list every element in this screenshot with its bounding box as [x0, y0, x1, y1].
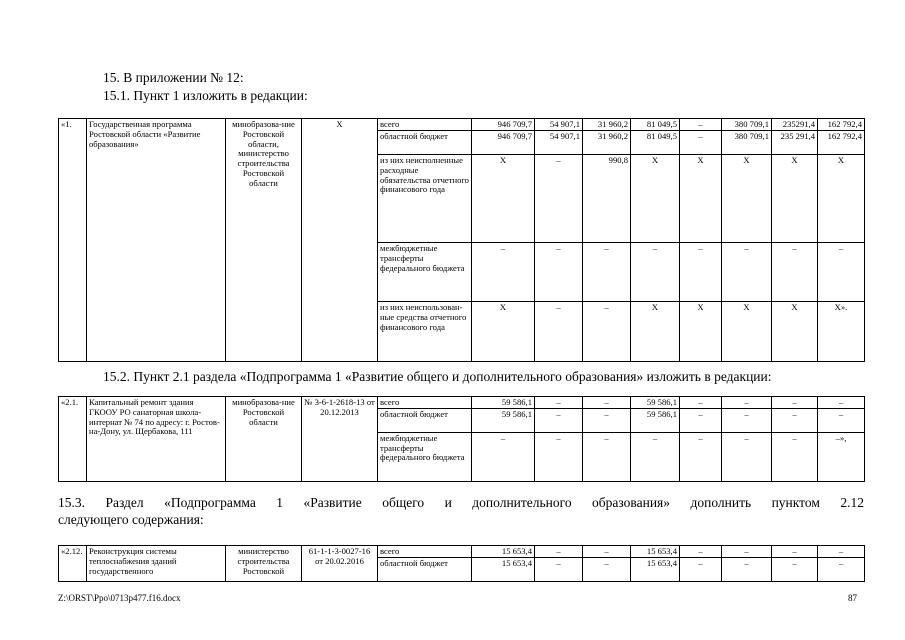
value-cell: –	[535, 155, 583, 243]
value-cell: 54 907,1	[535, 119, 583, 131]
funding-source-label: областной бюджет	[378, 408, 472, 432]
table-row	[59, 546, 865, 558]
value-cell: –	[535, 546, 583, 558]
value-cell: –	[583, 432, 631, 481]
footer-page-number: 87	[848, 593, 857, 603]
value-cell: –	[472, 243, 535, 302]
value-cell: –	[631, 243, 680, 302]
value-cell: 54 907,1	[535, 131, 583, 155]
value-cell: –	[772, 432, 818, 481]
value-cell: 59 586,1	[472, 397, 535, 409]
code-cell: № 3-6-1-2618-13 от 20.12.2013	[302, 397, 378, 482]
footer-file-path: Z:\ORST\Ppo\0713p477.f16.docx	[58, 593, 181, 603]
funding-source-label: из них неиспользован-ные средства отчетного финансового года	[378, 302, 472, 362]
item-name: Реконструкция системы теплоснабжения зданий государственного	[87, 546, 226, 582]
value-cell: –	[680, 546, 722, 558]
value-cell: –	[772, 558, 818, 582]
value-cell: Х	[722, 302, 772, 362]
value-cell: –	[535, 397, 583, 409]
value-cell: Х	[472, 302, 535, 362]
value-cell: 59 586,1	[472, 408, 535, 432]
item-name: Государственная программа Ростовской области «Развитие образования»	[87, 119, 226, 362]
value-cell: –	[680, 558, 722, 582]
value-cell: –	[722, 432, 772, 481]
value-cell: –	[680, 119, 722, 131]
value-cell: 81 049,5	[631, 119, 680, 131]
funding-source-label: областной бюджет	[378, 558, 472, 582]
value-cell: 946 709,7	[472, 119, 535, 131]
value-cell: 81 049,5	[631, 131, 680, 155]
value-cell: 946 709,7	[472, 131, 535, 155]
funding-source-label: всего	[378, 546, 472, 558]
value-cell: –	[680, 408, 722, 432]
value-cell: 15 653,4	[631, 546, 680, 558]
item-name: Капитальный ремонт здания ГКООУ РО санаторная школа-интернат № 74 по адресу: г. Ростов-на-Дону, ул. Щербакова, 111	[87, 397, 226, 482]
value-cell: 162 792,4	[818, 131, 865, 155]
value-cell: –	[535, 432, 583, 481]
value-cell: Х	[631, 155, 680, 243]
value-cell: –	[535, 408, 583, 432]
value-cell: –	[680, 131, 722, 155]
value-cell: 380 709,1	[722, 131, 772, 155]
program-table-1	[58, 118, 865, 362]
value-cell: 990,8	[583, 155, 631, 243]
value-cell: –	[631, 432, 680, 481]
value-cell: 15 653,4	[631, 558, 680, 582]
program-table-2	[58, 396, 865, 482]
value-cell: 15 653,4	[472, 558, 535, 582]
value-cell: –	[818, 558, 865, 582]
value-cell: –	[583, 546, 631, 558]
value-cell: –	[583, 397, 631, 409]
value-cell: Х	[472, 155, 535, 243]
value-cell: 31 960,2	[583, 131, 631, 155]
row-number: «2.1.	[59, 397, 87, 482]
value-cell: 380 709,1	[722, 119, 772, 131]
value-cell: 31 960,2	[583, 119, 631, 131]
value-cell: –»,	[818, 432, 865, 481]
heading-15-3-cont: следующего содержания:	[58, 512, 204, 527]
executor-cell: министерство строительства Ростовской	[226, 546, 302, 582]
executor-cell: минобразова-ние Ростовской области	[226, 397, 302, 482]
value-cell: Х	[772, 302, 818, 362]
value-cell: –	[680, 432, 722, 481]
value-cell: –	[772, 243, 818, 302]
value-cell: –	[535, 302, 583, 362]
value-cell: –	[680, 397, 722, 409]
code-cell: 61-1-1-3-0027-16 от 20.02.2016	[302, 546, 378, 582]
code-cell: Х	[302, 119, 378, 362]
value-cell: –	[722, 546, 772, 558]
value-cell: –	[680, 243, 722, 302]
value-cell: –	[472, 432, 535, 481]
heading-15-3: 15.3. Раздел «Подпрограмма 1 «Развитие общего и дополнительного образования» дополнить пунктом 2.12	[58, 495, 864, 510]
value-cell: 162 792,4	[818, 119, 865, 131]
heading-15-1: 15.1. Пункт 1 изложить в редакции:	[103, 88, 308, 103]
value-cell: –	[583, 243, 631, 302]
value-cell: –	[772, 397, 818, 409]
value-cell: –	[772, 546, 818, 558]
value-cell: 235 291,4	[772, 131, 818, 155]
value-cell: –	[722, 243, 772, 302]
value-cell: –	[722, 408, 772, 432]
value-cell: –	[535, 243, 583, 302]
value-cell: –	[818, 397, 865, 409]
funding-source-label: межбюджетные трансферты федерального бюджета	[378, 243, 472, 302]
value-cell: 15 653,4	[472, 546, 535, 558]
value-cell: –	[818, 243, 865, 302]
value-cell: –	[818, 546, 865, 558]
value-cell: –	[722, 558, 772, 582]
value-cell: Х	[680, 302, 722, 362]
value-cell: 59 586,1	[631, 408, 680, 432]
executor-cell: минобразова-ние Ростовской области, министерство строительства Ростовской области	[226, 119, 302, 362]
value-cell: –	[818, 408, 865, 432]
table-row	[59, 119, 865, 131]
value-cell: Х	[631, 302, 680, 362]
funding-source-label: областной бюджет	[378, 131, 472, 155]
value-cell: –	[583, 558, 631, 582]
table-row	[59, 397, 865, 409]
row-number: «2.12.	[59, 546, 87, 582]
row-number: «1.	[59, 119, 87, 362]
value-cell: 59 586,1	[631, 397, 680, 409]
value-cell: 235291,4	[772, 119, 818, 131]
value-cell: –	[722, 397, 772, 409]
program-table-3	[58, 545, 865, 582]
value-cell: –	[583, 302, 631, 362]
funding-source-label: из них неисполненные расходные обязательства отчетного финансового года	[378, 155, 472, 243]
value-cell: Х».	[818, 302, 865, 362]
value-cell: Х	[772, 155, 818, 243]
funding-source-label: всего	[378, 119, 472, 131]
funding-source-label: межбюджетные трансферты федерального бюджета	[378, 432, 472, 481]
value-cell: –	[583, 408, 631, 432]
value-cell: Х	[680, 155, 722, 243]
value-cell: Х	[722, 155, 772, 243]
heading-15-2: 15.2. Пункт 2.1 раздела «Подпрограмма 1 «Развитие общего и дополнительного образования» изложить в редакции:	[103, 369, 772, 384]
value-cell: Х	[818, 155, 865, 243]
value-cell: –	[772, 408, 818, 432]
funding-source-label: всего	[378, 397, 472, 409]
value-cell: –	[535, 558, 583, 582]
heading-15: 15. В приложении № 12:	[103, 70, 244, 85]
